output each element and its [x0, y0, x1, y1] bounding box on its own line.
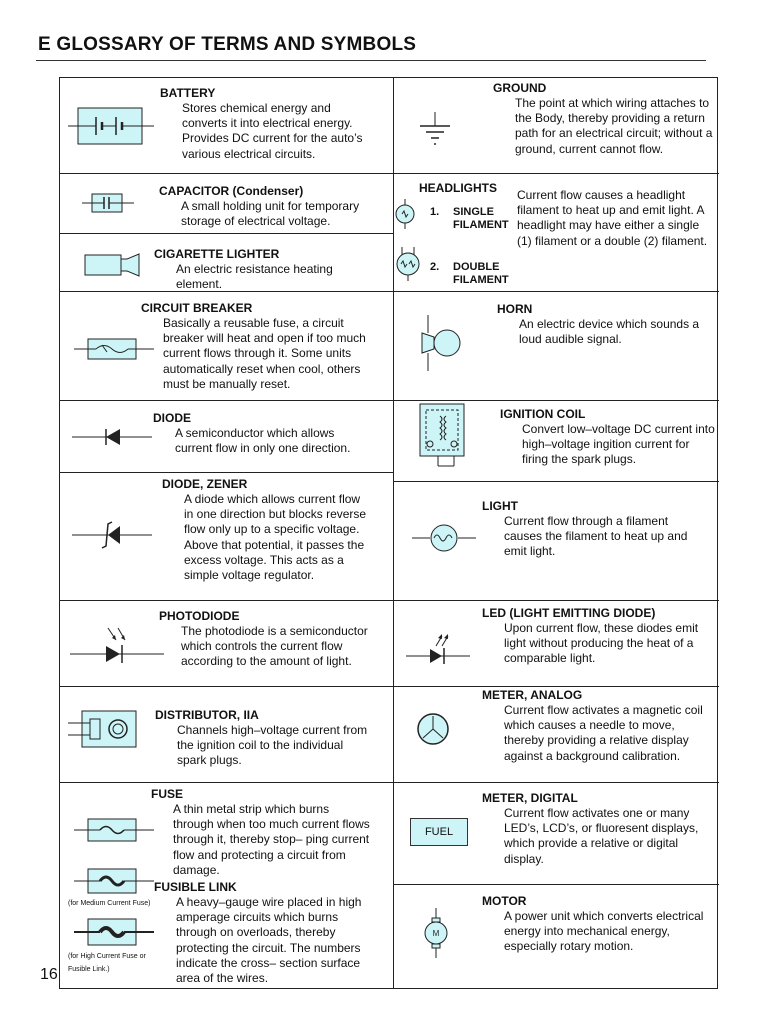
- fuse-medium-note: (for Medium Current Fuse): [68, 900, 151, 907]
- row-divider: [393, 600, 719, 601]
- glossary-entry-photodiode: [159, 609, 374, 670]
- desc-photodiode: The photodiode is a semiconductor which controls the current flow according to the amount of light.: [181, 624, 368, 669]
- row-divider: [60, 472, 393, 473]
- row-divider: [393, 686, 719, 687]
- glossary-entry-fusible-link: [154, 880, 374, 986]
- headlight-single-label-1: SINGLE: [453, 206, 494, 218]
- glossary-entry-cigarette-lighter: [154, 247, 374, 292]
- glossary-entry-light: [482, 499, 697, 560]
- glossary-entry-ignition-coil: [500, 407, 715, 468]
- term-circuit-breaker: CIRCUIT BREAKER: [141, 301, 253, 315]
- glossary-entry-horn: [497, 302, 712, 347]
- glossary-entry-capacitor: [159, 184, 379, 229]
- desc-cigarette-lighter: An electric resistance heating element.: [176, 262, 333, 292]
- desc-battery: Stores chemical energy and converts it into electrical energy. Provides DC current for the auto’s various electrical circuits.: [182, 101, 363, 161]
- glossary-entry-battery: [160, 86, 375, 162]
- headlight-single-label-2: FILAMENT: [453, 219, 509, 231]
- glossary-entry-ground: [493, 81, 713, 157]
- term-motor: MOTOR: [482, 894, 527, 908]
- row-divider: [393, 173, 719, 174]
- row-divider: [393, 884, 719, 885]
- glossary-entry-zener-diode: [162, 477, 372, 583]
- row-divider: [60, 173, 393, 174]
- row-divider: [60, 233, 393, 234]
- row-divider: [60, 782, 393, 783]
- row-divider: [393, 400, 719, 401]
- motor-label: M: [432, 929, 440, 938]
- term-zener-diode: DIODE, ZENER: [162, 477, 248, 491]
- term-fuse: FUSE: [151, 787, 184, 801]
- fuse-icon: [74, 818, 154, 842]
- desc-motor: A power unit which converts electrical energy into mechanical energy, especially rotary motion.: [504, 909, 704, 954]
- page-title: E GLOSSARY OF TERMS AND SYMBOLS: [38, 34, 417, 55]
- headlight-double-label-1: DOUBLE: [453, 261, 500, 273]
- row-divider: [393, 481, 719, 482]
- horn-icon: [420, 315, 464, 371]
- term-horn: HORN: [497, 302, 533, 316]
- ignition-coil-icon: [418, 402, 468, 468]
- term-led: LED (LIGHT EMITTING DIODE): [482, 606, 656, 620]
- cigarette-lighter-icon: [84, 251, 142, 279]
- term-cigarette-lighter: CIGARETTE LIGHTER: [154, 247, 280, 261]
- motor-icon: [422, 908, 450, 958]
- term-ignition-coil: IGNITION COIL: [500, 407, 586, 421]
- fusible-link-note-line1: (for High Current Fuse or: [68, 953, 146, 960]
- row-divider: [60, 686, 393, 687]
- term-diode: DIODE: [153, 411, 192, 425]
- headlight-single-filament-icon: [394, 199, 416, 229]
- desc-ignition-coil: Convert low–voltage DC current into high–voltage ingition current for firing the spark plugs.: [522, 422, 715, 467]
- row-divider: [393, 291, 719, 292]
- glossary-entry-fuse: [151, 787, 371, 878]
- desc-ground: The point at which wiring attaches to the Body, thereby providing a return path for an electrical circuit; without a ground, current cannot flow.: [515, 96, 713, 156]
- glossary-entry-led: [482, 606, 712, 667]
- analog-meter-icon: [416, 712, 450, 746]
- photodiode-icon: [70, 626, 164, 666]
- desc-zener-diode: A diode which allows current flow in one direction but blocks reverse flow only up to a specific voltage. Above that potential, it passes the excess voltage. This acts as a simple voltage regulator.: [184, 492, 367, 583]
- desc-capacitor: A small holding unit for temporary storage of electrical voltage.: [181, 199, 360, 229]
- term-headlights: HEADLIGHTS: [419, 181, 497, 195]
- row-divider: [60, 600, 393, 601]
- glossary-entry-circuit-breaker: [141, 301, 376, 392]
- capacitor-icon: [82, 192, 134, 214]
- led-icon: [406, 630, 470, 668]
- fusible-link-note-line2: Fusible Link.): [68, 966, 110, 973]
- desc-distributor: Channels high–voltage current from the ignition coil to the individual spark plugs.: [177, 723, 368, 768]
- headlight-single-num: 1.: [430, 206, 440, 218]
- term-ground: GROUND: [493, 81, 547, 95]
- glossary-entry-motor: [482, 894, 712, 955]
- battery-icon: [68, 106, 154, 146]
- zener-diode-icon: [72, 520, 152, 550]
- desc-digital-meter: Current flow activates one or many LED’s, LCD’s, or fluoresent displays, which provide a relative or digital display.: [504, 806, 699, 866]
- fusible-link-icon: [74, 918, 154, 946]
- desc-fusible-link: A heavy–gauge wire placed in high amperage circuits which burns through on overloads, thereby protecting the circuit. The numbers indicate the cross– section surface area of the wires.: [176, 895, 362, 986]
- ground-icon: [418, 112, 452, 148]
- desc-headlights: Current flow causes a headlight filament to heat up and emit light. A headlight may have either a single (1) filament or a double (2) filament.: [517, 188, 708, 248]
- term-fusible-link: FUSIBLE LINK: [154, 880, 237, 894]
- desc-led: Upon current flow, these diodes emit light without producing the heat of a comparable light.: [504, 621, 699, 666]
- desc-diode: A semiconductor which allows current flow in only one direction.: [175, 426, 351, 456]
- light-bulb-icon: [412, 524, 476, 552]
- desc-analog-meter: Current flow activates a magnetic coil which causes a needle to move, thereby providing a relative display against a background calibration.: [504, 703, 703, 763]
- term-photodiode: PHOTODIODE: [159, 609, 240, 623]
- desc-horn: An electric device which sounds a loud audible signal.: [519, 317, 700, 347]
- term-battery: BATTERY: [160, 86, 216, 100]
- desc-fuse: A thin metal strip which burns through when too much current flows through it, thereby stop– ping current flow and protecting a circuit from damage.: [173, 802, 370, 877]
- headlight-double-filament-icon: [393, 247, 423, 281]
- headlight-double-num: 2.: [430, 261, 440, 273]
- diode-icon: [72, 426, 152, 448]
- page-number: 16: [40, 966, 58, 983]
- glossary-entry-digital-meter: [482, 791, 712, 867]
- glossary-entry-analog-meter: [482, 688, 712, 764]
- row-divider: [393, 782, 719, 783]
- desc-light: Current flow through a filament causes the filament to heat up and emit light.: [504, 514, 688, 559]
- term-capacitor: CAPACITOR (Condenser): [159, 184, 304, 198]
- desc-circuit-breaker: Basically a reusable fuse, a circuit breaker will heat and open if too much current flows through it. Some units automatically reset when cool, others must be manually reset.: [163, 316, 366, 391]
- glossary-entry-diode: [153, 411, 373, 456]
- headlight-double-label-2: FILAMENT: [453, 274, 509, 286]
- glossary-entry-distributor: [155, 708, 370, 769]
- term-light: LIGHT: [482, 499, 518, 513]
- title-rule: [36, 60, 706, 61]
- distributor-icon: [68, 709, 142, 749]
- circuit-breaker-icon: [74, 338, 154, 360]
- digital-meter-icon: FUEL: [410, 818, 468, 846]
- row-divider: [60, 400, 393, 401]
- term-analog-meter: METER, ANALOG: [482, 688, 583, 702]
- term-digital-meter: METER, DIGITAL: [482, 791, 578, 805]
- fuse-medium-current-icon: [74, 868, 154, 894]
- term-distributor: DISTRIBUTOR, IIA: [155, 708, 259, 722]
